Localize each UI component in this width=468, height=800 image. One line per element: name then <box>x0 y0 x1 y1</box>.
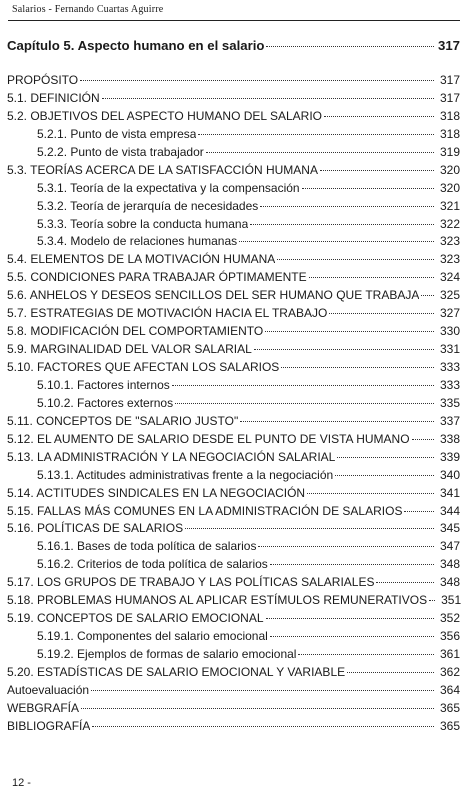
toc-entry <box>7 574 460 592</box>
toc-entry <box>7 269 460 287</box>
dot-leader <box>347 671 434 673</box>
toc-entry-label: 5.20. ESTADÍSTICAS DE SALARIO EMOCIONAL Y VARIABLE <box>7 664 346 679</box>
dot-leader <box>270 563 434 565</box>
chapter-page: 317 <box>437 38 460 53</box>
toc-entry-page: 323 <box>439 252 460 267</box>
toc-entry <box>7 126 460 144</box>
toc-entry <box>7 449 460 467</box>
toc-entry-page: 345 <box>439 521 460 536</box>
dot-leader <box>429 599 435 601</box>
toc-entry-page: 338 <box>439 431 460 446</box>
dot-leader <box>404 510 434 512</box>
header-rule <box>8 20 460 21</box>
dot-leader <box>198 133 434 135</box>
toc-entry-label: 5.9. MARGINALIDAD DEL VALOR SALARIAL <box>7 342 252 357</box>
toc-entry <box>7 467 460 485</box>
dot-leader <box>258 545 434 547</box>
dot-leader <box>335 474 434 476</box>
dot-leader <box>239 240 434 242</box>
dot-leader <box>270 635 434 637</box>
chapter-heading <box>7 38 460 53</box>
toc-entry-page: 322 <box>439 216 460 231</box>
dot-leader <box>309 276 434 278</box>
toc-entry-page: 324 <box>439 270 460 285</box>
toc-entry-label: 5.5. CONDICIONES PARA TRABAJAR ÓPTIMAMENTE <box>7 270 307 285</box>
toc-entry-label: 5.3.1. Teoría de la expectativa y la compensación <box>37 180 300 195</box>
toc-entry-page: 362 <box>439 664 460 679</box>
toc-entry <box>7 162 460 180</box>
dot-leader <box>281 366 434 368</box>
toc-entry-page: 341 <box>439 485 460 500</box>
dot-leader <box>102 97 434 99</box>
toc-entry <box>7 718 460 736</box>
toc-entry <box>7 413 460 431</box>
toc-entry-label: 5.16.2. Criterios de toda política de salarios <box>37 557 268 572</box>
toc-entry <box>7 700 460 718</box>
toc-entry-page: 317 <box>439 73 460 87</box>
toc-entry <box>7 216 460 234</box>
table-of-contents <box>7 72 460 736</box>
toc-entry-page: 364 <box>439 682 460 697</box>
toc-entry-label: 5.19. CONCEPTOS DE SALARIO EMOCIONAL <box>7 611 264 626</box>
toc-entry-page: 340 <box>439 467 460 482</box>
toc-entry-page: 325 <box>439 288 460 303</box>
toc-entry <box>7 198 460 216</box>
toc-entry <box>7 108 460 126</box>
toc-entry-page: 344 <box>439 503 460 518</box>
dot-leader <box>277 258 434 260</box>
dot-leader <box>266 45 434 47</box>
toc-entry <box>7 341 460 359</box>
dot-leader <box>329 312 434 314</box>
toc-entry-page: 318 <box>439 126 460 141</box>
dot-leader <box>320 169 434 171</box>
dot-leader <box>81 707 434 709</box>
toc-entry-page: 365 <box>439 700 460 715</box>
toc-entry-label: 5.2.2. Punto de vista trabajador <box>37 144 204 159</box>
toc-entry-page: 320 <box>439 180 460 195</box>
toc-entry-label: 5.3.4. Modelo de relaciones humanas <box>37 234 238 249</box>
toc-entry-label: 5.3. TEORÍAS ACERCA DE LA SATISFACCIÓN HUMANA <box>7 162 318 177</box>
dot-leader <box>298 653 434 655</box>
toc-entry-page: 331 <box>439 342 460 357</box>
dot-leader <box>376 581 434 583</box>
toc-entry-label: 5.10. FACTORES QUE AFECTAN LOS SALARIOS <box>7 360 280 374</box>
toc-entry-page: 318 <box>439 108 460 123</box>
toc-entry-page: 337 <box>439 413 460 428</box>
toc-entry <box>7 664 460 682</box>
toc-entry-label: 5.2.1. Punto de vista empresa <box>37 126 197 141</box>
toc-entry <box>7 72 460 90</box>
toc-entry-page: 333 <box>439 360 460 374</box>
dot-leader <box>412 438 434 440</box>
toc-entry-label: 5.10.2. Factores externos <box>37 395 174 410</box>
toc-entry-page: 347 <box>439 539 460 554</box>
toc-entry <box>7 503 460 521</box>
dot-leader <box>185 527 434 529</box>
toc-entry-page: 330 <box>439 324 460 339</box>
toc-entry-label: 5.13.1. Actitudes administrativas frente a la negociación <box>37 467 334 482</box>
toc-entry-label: 5.12. EL AUMENTO DE SALARIO DESDE EL PUNTO DE VISTA HUMANO <box>7 431 410 446</box>
chapter-title: Capítulo 5. Aspecto humano en el salario <box>7 38 265 53</box>
toc-entry-label: 5.3.3. Teoría sobre la conducta humana <box>37 216 249 231</box>
page-number: 12 - <box>12 777 31 789</box>
toc-entry <box>7 520 460 538</box>
toc-entry <box>7 180 460 198</box>
toc-entry-label: 5.7. ESTRATEGIAS DE MOTIVACIÓN HACIA EL TRABAJO <box>7 306 328 321</box>
toc-entry-label: 5.4. ELEMENTOS DE LA MOTIVACIÓN HUMANA <box>7 252 276 267</box>
toc-entry-page: 319 <box>439 144 460 159</box>
toc-entry-page: 321 <box>439 198 460 213</box>
toc-entry <box>7 538 460 556</box>
toc-entry <box>7 233 460 251</box>
toc-entry <box>7 646 460 664</box>
dot-leader <box>337 456 434 458</box>
dot-leader <box>250 223 434 225</box>
toc-entry-page: 356 <box>439 629 460 644</box>
dot-leader <box>206 151 434 153</box>
toc-entry-label: WEBGRAFÍA <box>7 700 80 715</box>
toc-entry-label: 5.2. OBJETIVOS DEL ASPECTO HUMANO DEL SALARIO <box>7 108 322 123</box>
toc-entry <box>7 682 460 700</box>
toc-entry <box>7 485 460 503</box>
toc-entry <box>7 359 460 377</box>
toc-entry-page: 333 <box>439 377 460 392</box>
toc-entry <box>7 431 460 449</box>
toc-entry-label: 5.15. FALLAS MÁS COMUNES EN LA ADMINISTRACIÓN DE SALARIOS <box>7 503 403 518</box>
toc-entry-label: 5.11. CONCEPTOS DE "SALARIO JUSTO" <box>7 413 239 428</box>
toc-entry <box>7 287 460 305</box>
toc-entry-label: 5.8. MODIFICACIÓN DEL COMPORTAMIENTO <box>7 324 264 339</box>
toc-entry <box>7 556 460 574</box>
dot-leader <box>265 330 434 332</box>
toc-entry-label: 5.14. ACTITUDES SINDICALES EN LA NEGOCIACIÓN <box>7 485 306 500</box>
dot-leader <box>260 205 434 207</box>
dot-leader <box>302 187 434 189</box>
dot-leader <box>254 348 434 350</box>
toc-entry <box>7 90 460 108</box>
dot-leader <box>307 492 434 494</box>
toc-entry <box>7 144 460 162</box>
dot-leader <box>172 384 434 386</box>
toc-entry-page: 351 <box>441 593 462 608</box>
toc-entry-page: 317 <box>439 90 460 105</box>
dot-leader <box>91 689 434 691</box>
toc-entry-label: 5.13. LA ADMINISTRACIÓN Y LA NEGOCIACIÓN SALARIAL <box>7 449 336 464</box>
toc-entry-page: 335 <box>439 395 460 410</box>
toc-entry-page: 320 <box>439 162 460 177</box>
toc-entry-label: 5.3.2. Teoría de jerarquía de necesidades <box>37 198 259 213</box>
toc-entry-label: 5.1. DEFINICIÓN <box>7 90 100 105</box>
toc-entry-page: 323 <box>439 234 460 249</box>
toc-entry-page: 348 <box>439 575 460 590</box>
toc-entry <box>7 323 460 341</box>
toc-entry-page: 352 <box>439 611 460 626</box>
toc-entry-page: 365 <box>439 718 460 733</box>
toc-entry-label: PROPÓSITO <box>7 73 79 87</box>
toc-entry-page: 348 <box>439 557 460 572</box>
toc-entry <box>7 377 460 395</box>
toc-entry-label: 5.18. PROBLEMAS HUMANOS AL APLICAR ESTÍMULOS REMUNERATIVOS <box>7 593 428 608</box>
toc-entry-label: 5.6. ANHELOS Y DESEOS SENCILLOS DEL SER HUMANO QUE TRABAJA <box>7 288 420 303</box>
toc-entry-label: BIBLIOGRAFÍA <box>7 718 91 733</box>
toc-entry-label: 5.16. POLÍTICAS DE SALARIOS <box>7 521 184 536</box>
dot-leader <box>92 725 434 727</box>
toc-entry-page: 339 <box>439 449 460 464</box>
toc-entry-page: 361 <box>439 647 460 661</box>
toc-entry <box>7 628 460 646</box>
dot-leader <box>421 294 434 296</box>
dot-leader <box>266 617 434 619</box>
dot-leader <box>175 402 434 404</box>
toc-entry-label: 5.10.1. Factores internos <box>37 377 170 392</box>
toc-entry-label: 5.19.2. Ejemplos de formas de salario emocional <box>37 647 297 661</box>
toc-entry-label: 5.17. LOS GRUPOS DE TRABAJO Y LAS POLÍTICAS SALARIALES <box>7 575 375 590</box>
running-header: Salarios - Fernando Cuartas Aguirre <box>12 4 164 15</box>
dot-leader <box>324 115 434 117</box>
toc-entry <box>7 305 460 323</box>
toc-entry-label: 5.16.1. Bases de toda política de salarios <box>37 539 257 554</box>
toc-entry <box>7 251 460 269</box>
toc-entry <box>7 395 460 413</box>
toc-entry-label: Autoevaluación <box>7 682 90 697</box>
toc-entry-page: 327 <box>439 306 460 321</box>
dot-leader <box>80 79 434 81</box>
toc-entry <box>7 592 460 610</box>
toc-entry-label: 5.19.1. Componentes del salario emocional <box>37 629 268 644</box>
toc-entry <box>7 610 460 628</box>
dot-leader <box>240 420 434 422</box>
